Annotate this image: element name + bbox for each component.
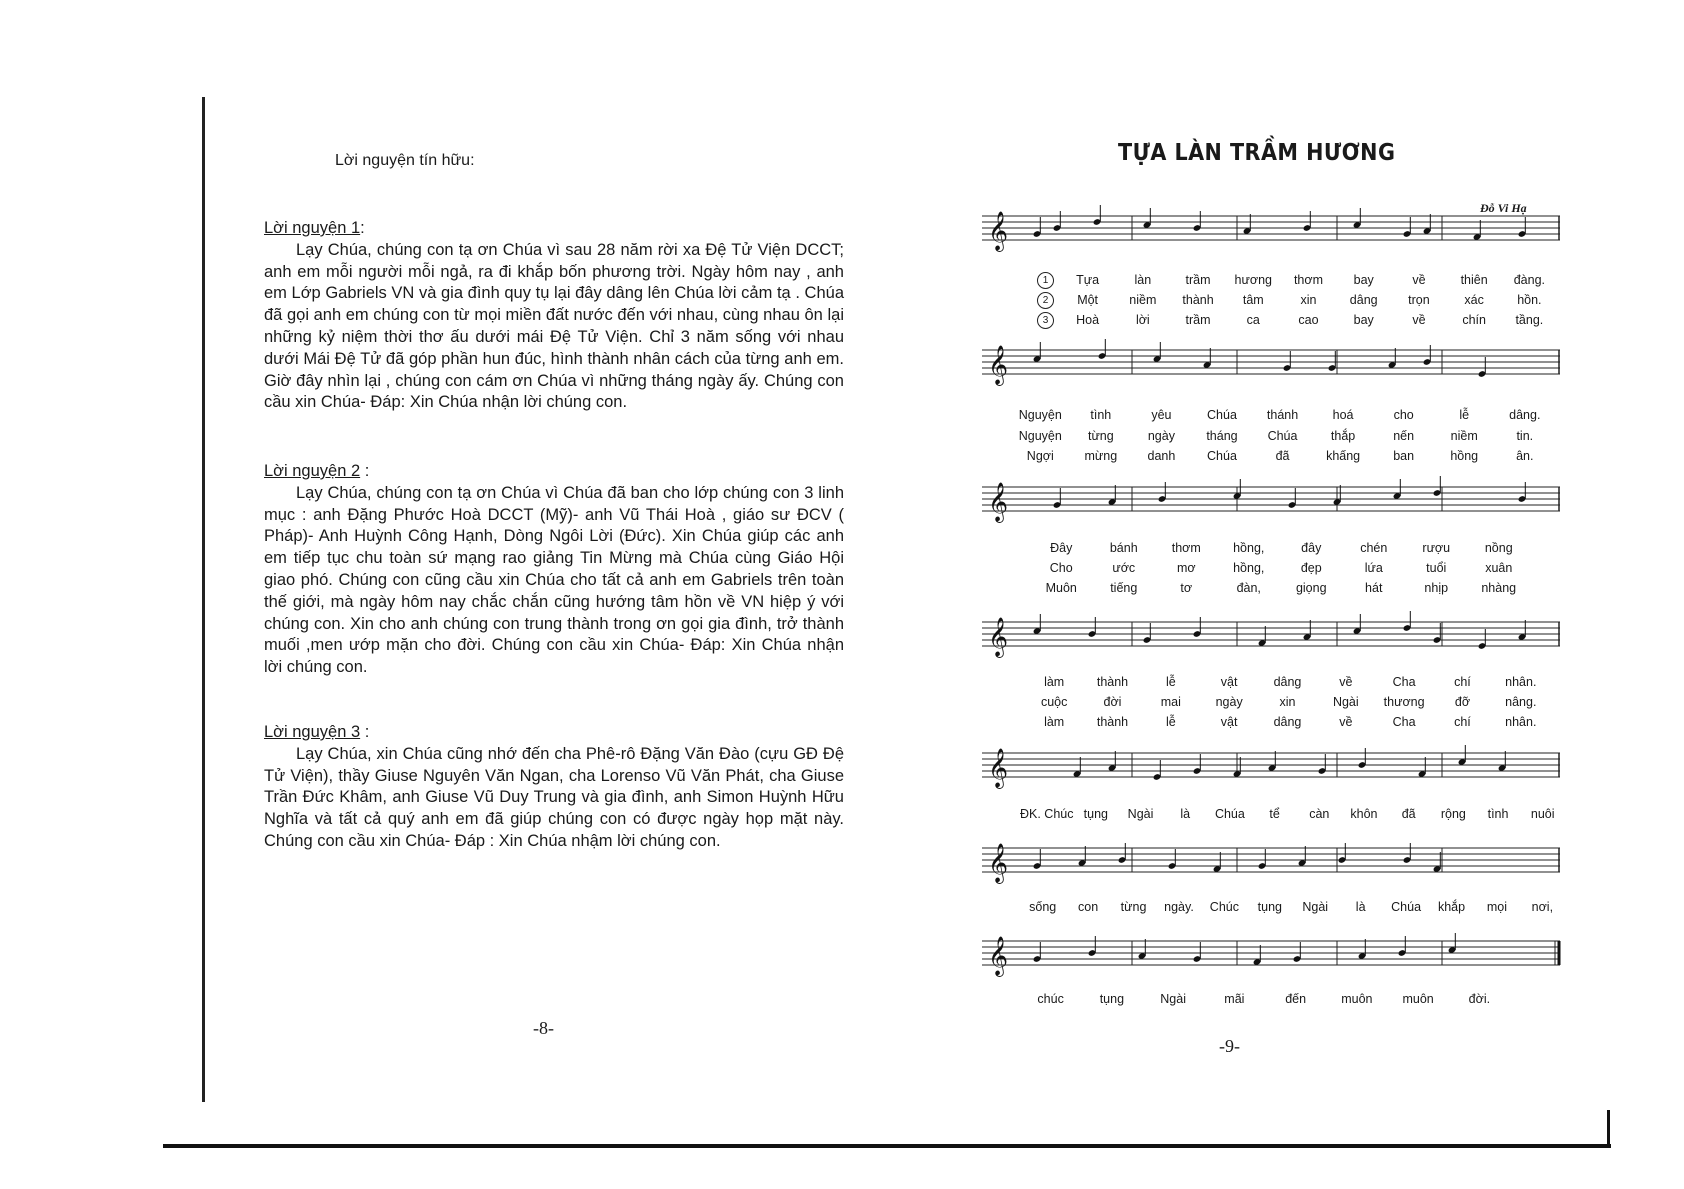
lyric-word: đời. (1468, 992, 1491, 1006)
lyric-word: về (1339, 675, 1353, 689)
lyric-word: lễ (1165, 675, 1176, 689)
lyric-word: mừng (1084, 449, 1118, 463)
prayer-2-text: Lạy Chúa, chúng con tạ ơn Chúa vì Chúa đã ban cho lớp chúng con 3 linh mục : anh Đặng Phước Hoà DCCT (Mỹ)- anh Vũ Thái Hoà , giáo sư ĐCV ( Pháp)- Anh Huỳnh Công Hạnh, Dòng Ngôi Lời (Đức). Xin Chúa giúp các anh em tiếp tục chu toàn sứ mạng rao giảng Tin Mừng mà Chúa cùng Giáo Hội giao phó. Chúng con cũng cầu xin Chúa cho tất cả anh em Gabriels trên toàn thế giới, mà ngày hôm nay chắc chắn cũng hướng tâm hồn về VN hiệp ý với chúng con. Xin cho anh chúng con trung thành trong ơn gọi gia đình, trở thành muối ,men ướp mặn cho đời. Chúng con cầu xin Chúa- Đáp: Xin Chúa nhận lời chúng con. (264, 483, 844, 677)
lyric-word: chí (1454, 675, 1471, 689)
lyric-word: chín (1462, 313, 1486, 327)
lyric-word: giọng (1295, 581, 1327, 595)
lyric-word: lễ (1165, 715, 1176, 729)
lyric-word: xin (1279, 695, 1296, 709)
lyric-line (1030, 538, 1530, 558)
lyric-word: mơ (1176, 561, 1196, 575)
page-number-right: -9- (1219, 1036, 1240, 1056)
lyric-word: nến (1393, 429, 1415, 443)
lyric-line (1020, 897, 1565, 917)
lyric-word: về (1412, 313, 1426, 327)
music-staff (982, 749, 1560, 789)
lyric-word: bánh (1109, 541, 1138, 555)
lyric-word: Chúa (1214, 807, 1245, 821)
lyric-word: tơ (1180, 581, 1193, 595)
lyric-word: tuổi (1426, 561, 1447, 575)
music-staff (982, 483, 1560, 523)
lyric-word: nồng (1484, 541, 1513, 555)
lyric-word: bay (1353, 313, 1374, 327)
lyric-word: tháng (1206, 429, 1238, 443)
lyric-word: chúc (1037, 992, 1064, 1006)
lyric-word: tầng. (1515, 313, 1544, 327)
lyric-word: đỡ (1454, 695, 1471, 709)
lyric-word: tin. (1516, 429, 1534, 443)
lyric-word: đây (1301, 541, 1322, 555)
music-staff (982, 844, 1560, 884)
composer: Đỗ Vi Hạ (1480, 201, 1527, 215)
lyric-word: vật (1220, 715, 1238, 729)
lyric-word: sống (1029, 900, 1057, 914)
music-staff (982, 346, 1560, 386)
lyric-word: rộng (1440, 807, 1466, 821)
lyric-word: ngày. (1164, 900, 1194, 914)
lyric-word: thánh (1266, 408, 1299, 422)
lyric-word: Cha (1392, 675, 1416, 689)
music-staff (982, 618, 1560, 658)
lyric-word: tể (1269, 807, 1280, 821)
lyric-word: thương (1383, 695, 1425, 709)
lyric-word: cuộc (1040, 695, 1068, 709)
music-staff (982, 937, 1560, 977)
lyric-word: nhân. (1505, 715, 1537, 729)
lyric-word: Chúa (1267, 429, 1298, 443)
lyric-word: càn (1309, 807, 1330, 821)
binding-margin-line (202, 97, 205, 1102)
lyric-word: đã (1401, 807, 1416, 821)
prayer-1: Lời nguyện 1: Lạy Chúa, chúng con tạ ơn Chúa vì sau 28 năm rời xa Đệ Tử Viện DCCT; anh em mỗi người mỗi ngả, ra đi khắp bốn phương trời. Ngày hôm nay , anh em Lớp Gabriels VN và gia đình quy tụ lại đây dâng lên Chúa lời cảm tạ . Chúa đã gọi anh em chúng con từ mọi miền đất nước đến với nhau, cùng nhau ôn lại những kỷ niệm thời thơ ấu dưới mái Đệ Tử Viện. Chỉ 3 năm sống với nhau dưới Mái Đệ Tử đã góp phần hun đúc, hình thành nhân cách của từng anh em. Giờ đây nhìn lại , chúng con cám ơn Chúa vì những tháng ngày ấy. Chúng con cầu xin Chúa- Đáp: Xin Chúa nhận lời chúng con. (264, 219, 844, 412)
lyric-word: về (1339, 715, 1353, 729)
verse-number: 2 (1037, 292, 1054, 309)
lyric-word: làn (1134, 273, 1152, 287)
lyric-word: Muôn (1045, 581, 1077, 595)
lyric-word: yêu (1151, 408, 1172, 422)
lyric-word: khắp (1437, 900, 1466, 914)
prayer-2: Lời nguyện 2 : Lạy Chúa, chúng con tạ ơn Chúa vì Chúa đã ban cho lớp chúng con 3 linh mục : anh Đặng Phước Hoà DCCT (Mỹ)- anh Vũ Thái Hoà , giáo sư ĐCV ( Pháp)- Anh Huỳnh Công Hạnh, Dòng Ngôi Lời (Đức). Xin Chúa giúp các anh em tiếp tục chu toàn sứ mạng rao giảng Tin Mừng mà Chúa cùng Giáo Hội giao phó. Chúng con cũng cầu xin Chúa cho tất cả anh em Gabriels trên toàn thế giới, mà ngày hôm nay chắc chắn cũng hướng tâm hồn về VN hiệp ý với chúng con. Xin cho anh chúng con trung thành trong ơn gọi gia đình, trở thành muối ,men ướp mặn cho đời. Chúng con cầu xin Chúa- Đáp: Xin Chúa nhận lời chúng con. (264, 462, 844, 677)
lyric-word: lứa (1364, 561, 1383, 575)
lyric-line (1037, 270, 1557, 290)
prayer-3-title: Lời nguyện 3 (264, 723, 361, 741)
lyric-word: danh (1147, 449, 1176, 463)
verse-number: 3 (1037, 312, 1054, 329)
song-title: TỰA LÀN TRẦM HƯƠNG (1118, 140, 1396, 166)
lyric-word: thành (1096, 715, 1129, 729)
lyric-line (1025, 672, 1550, 692)
lyric-word: xác (1464, 293, 1484, 307)
lyric-word: là (1180, 807, 1191, 821)
lyric-word: rượu (1422, 541, 1451, 555)
lyric-word: là (1355, 900, 1366, 914)
music-staff (982, 212, 1560, 252)
lyric-word: Cho (1049, 561, 1073, 575)
lyric-word: cho (1393, 408, 1414, 422)
lyric-word: nâng. (1505, 695, 1537, 709)
lyric-word: đẹp (1300, 561, 1322, 575)
lyric-word: tụng (1083, 807, 1109, 821)
lyric-word: Ngài (1160, 992, 1186, 1006)
lyric-word: muôn (1402, 992, 1434, 1006)
lyric-word: nhịp (1424, 581, 1449, 595)
svg-text:𝄞: 𝄞 (988, 936, 1009, 976)
lyric-word: hồng, (1233, 561, 1265, 575)
lyric-word: mai (1160, 695, 1181, 709)
lyric-line (1037, 310, 1557, 330)
lyric-word: thắp (1330, 429, 1356, 443)
lyric-line (1030, 558, 1530, 578)
lyric-word: niềm (1129, 293, 1157, 307)
lyric-word: Ngài (1302, 900, 1329, 914)
prayer-2-title: Lời nguyện 2 (264, 462, 361, 480)
lyric-word: ban (1393, 449, 1415, 463)
lyric-word: thành (1182, 293, 1214, 307)
lyric-word: chén (1360, 541, 1388, 555)
prayer-1-text: Lạy Chúa, chúng con tạ ơn Chúa vì sau 28 năm rời xa Đệ Tử Viện DCCT; anh em mỗi người mỗi ngả, ra đi khắp bốn phương trời. Ngày hôm nay , anh em Lớp Gabriels VN và gia đình quy tụ lại đây dâng lên Chúa lời cảm tạ . Chúa đã gọi anh em chúng con từ mọi miền đất nước đến với nhau, cùng nhau ôn lại những kỷ niệm thời thơ ấu dưới mái Đệ Tử Viện. Chỉ 3 năm sống với nhau dưới Mái Đệ Tử đã góp phần hun đúc, hình thành nhân cách của từng anh em. Giờ đây nhìn lại , chúng con cám ơn Chúa vì những tháng ngày ấy. Chúng con cầu xin Chúa- Đáp: Xin Chúa nhận lời chúng con. (264, 240, 844, 412)
lyric-word: con (1078, 900, 1099, 914)
lyric-line (1037, 290, 1557, 310)
lyric-line (1025, 692, 1550, 712)
lyric-word: lời (1135, 313, 1150, 327)
lyric-word: Đây (1050, 541, 1073, 555)
lyric-line (1025, 712, 1550, 732)
lyric-word: ngày (1215, 695, 1243, 709)
lyric-word: tình (1090, 408, 1112, 422)
lyric-word: ước (1112, 561, 1136, 575)
lyric-word: tâm (1242, 293, 1264, 307)
lyric-word: từng (1120, 900, 1147, 914)
lyric-word: nuôi (1530, 807, 1555, 821)
lyric-word: chí (1454, 715, 1471, 729)
lyric-line (1020, 804, 1565, 824)
lyric-word: Ngài (1332, 695, 1359, 709)
lyric-word: xuân (1485, 561, 1513, 575)
lyric-word: xin (1300, 293, 1317, 307)
lyric-word: Nguyện (1018, 429, 1062, 443)
lyric-word: hồng (1450, 449, 1479, 463)
lyric-word: bay (1353, 273, 1374, 287)
lyric-word: đến (1285, 992, 1307, 1006)
lyric-word: cao (1298, 313, 1319, 327)
lyric-word: Chúc (1209, 900, 1239, 914)
lyric-word: mọi (1486, 900, 1507, 914)
lyric-word: Cha (1392, 715, 1416, 729)
lyric-word: dâng (1273, 715, 1302, 729)
lyric-word: khấng (1326, 449, 1361, 463)
svg-text:𝄞: 𝄞 (988, 211, 1009, 251)
prayer-1-title: Lời nguyện 1 (264, 219, 361, 237)
lyric-word: trầm (1185, 313, 1211, 327)
lyric-line (1020, 989, 1510, 1009)
bottom-rule-end (1607, 1110, 1610, 1148)
lyric-line (1010, 446, 1555, 466)
lyric-word: muôn (1341, 992, 1373, 1006)
prayer-heading: Lời nguyện tín hữu: (335, 152, 475, 169)
lyric-word: lễ (1459, 408, 1470, 422)
lyric-word: từng (1087, 429, 1114, 443)
lyric-word: nhàng (1481, 581, 1517, 595)
lyric-word: mãi (1224, 992, 1245, 1006)
lyric-word: tụng (1257, 900, 1282, 914)
lyric-word: vật (1220, 675, 1238, 689)
lyric-word: tiếng (1110, 581, 1138, 595)
lyric-word: trầm (1185, 273, 1211, 287)
svg-text:𝄞: 𝄞 (988, 482, 1009, 522)
lyric-word: dâng (1349, 293, 1378, 307)
lyric-line (1010, 426, 1555, 446)
lyric-word: Tựa (1076, 273, 1100, 287)
svg-text:𝄞: 𝄞 (988, 345, 1009, 385)
lyric-word: nơi, (1531, 900, 1554, 914)
lyric-word: trọn (1408, 293, 1430, 307)
svg-text:𝄞: 𝄞 (988, 748, 1009, 788)
lyric-word: thiên (1460, 273, 1488, 287)
lyric-word: hồng, (1233, 541, 1265, 555)
lyric-word: tụng (1099, 992, 1125, 1006)
lyric-word: Chúa (1391, 900, 1422, 914)
lyric-word: dâng (1273, 675, 1302, 689)
lyric-word: Nguyện (1018, 408, 1062, 422)
lyric-word: làm (1044, 715, 1065, 729)
lyric-word: hương (1234, 273, 1272, 287)
page-number-left: -8- (533, 1018, 554, 1038)
lyric-word: nhân. (1505, 675, 1537, 689)
lyric-word: niềm (1450, 429, 1478, 443)
lyric-word: làm (1044, 675, 1065, 689)
lyric-word: dâng. (1509, 408, 1541, 422)
lyric-word: ĐK. Chúc (1020, 807, 1074, 821)
lyric-word: Hoà (1076, 313, 1100, 327)
lyric-word: Chúa (1207, 408, 1237, 422)
lyric-word: ca (1246, 313, 1260, 327)
lyric-word: thơm (1293, 273, 1323, 287)
lyric-word: thành (1096, 675, 1129, 689)
lyric-word: Ngợi (1026, 449, 1054, 463)
lyric-word: ân. (1516, 449, 1534, 463)
verse-number: 1 (1037, 272, 1054, 289)
lyric-word: về (1412, 273, 1426, 287)
svg-text:𝄞: 𝄞 (988, 617, 1009, 657)
lyric-word: Ngài (1127, 807, 1154, 821)
lyric-word: đàng. (1513, 273, 1545, 287)
prayer-3: Lời nguyện 3 : Lạy Chúa, xin Chúa cũng nhớ đến cha Phê-rô Đặng Văn Đào (cựu GĐ Đệ Tử Viện), thầy Giuse Nguyên Văn Ngan, cha Lorenso Vũ Văn Phát, cha Giuse Trần Đức Khâm, anh Giuse Vũ Duy Trung và gia đình, anh Simon Huỳnh Hữu Nghĩa và tất cả quý anh em đã giúp chúng con có được ngày họp mặt này. Chúng con cầu xin Chúa- Đáp : Xin Chúa nhậm lời chúng con. (264, 723, 844, 850)
lyric-word: hồn. (1517, 293, 1542, 307)
lyric-word: Một (1077, 293, 1099, 307)
lyric-word: Chúa (1207, 449, 1237, 463)
lyric-word: hát (1365, 581, 1383, 595)
svg-text:𝄞: 𝄞 (988, 843, 1009, 883)
bottom-rule (163, 1144, 1611, 1148)
lyric-word: ngày (1147, 429, 1175, 443)
lyric-word: đàn, (1236, 581, 1261, 595)
lyric-word: khôn (1350, 807, 1378, 821)
lyric-line (1030, 578, 1530, 598)
lyric-word: đã (1275, 449, 1290, 463)
lyric-word: thơm (1171, 541, 1201, 555)
lyric-word: hoá (1332, 408, 1354, 422)
lyric-line (1010, 405, 1555, 425)
lyric-word: tình (1487, 807, 1509, 821)
lyric-word: đời (1103, 695, 1122, 709)
prayer-3-text: Lạy Chúa, xin Chúa cũng nhớ đến cha Phê-rô Đặng Văn Đào (cựu GĐ Đệ Tử Viện), thầy Giuse Nguyên Văn Ngan, cha Lorenso Vũ Văn Phát, cha Giuse Trần Đức Khâm, anh Giuse Vũ Duy Trung và gia đình, anh Simon Huỳnh Hữu Nghĩa và tất cả quý anh em đã giúp chúng con có được ngày họp mặt này. Chúng con cầu xin Chúa- Đáp : Xin Chúa nhậm lời chúng con. (264, 744, 844, 850)
